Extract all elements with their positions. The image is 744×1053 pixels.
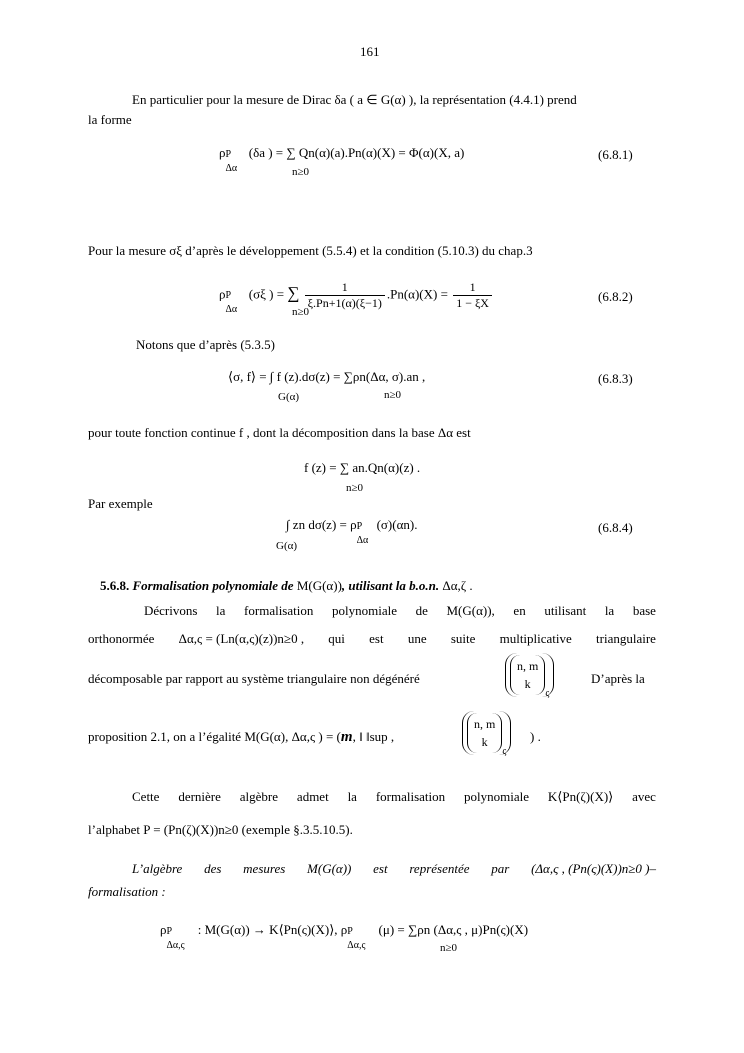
- word: est: [369, 631, 384, 646]
- line4-m: m: [340, 729, 353, 745]
- word: formalisation: [244, 603, 314, 618]
- section-para2-line2: l’alphabet P = (Pn(ζ)(X))n≥0 (exemple §.3.5.10.5).: [88, 822, 353, 837]
- eq1-body: (δa ) = ∑ Qn(α)(a).Pn(α)(X) = Φ(α)(X, a): [248, 145, 465, 160]
- eq6-rho1: ρ: [160, 922, 167, 937]
- eq5-sub: Δα: [356, 535, 369, 546]
- section-title-b: , utilisant la b.o.n.: [341, 578, 440, 593]
- word: K⟨Pn(ζ)(X)⟩: [547, 789, 614, 804]
- word: la: [347, 789, 357, 804]
- eq5-rest: (σ)(αn).: [376, 517, 418, 532]
- word: base: [632, 603, 656, 618]
- section-title-a: Formalisation polynomiale de: [132, 578, 294, 593]
- word: L’algèbre: [132, 861, 183, 876]
- section-para3-line1: [132, 861, 656, 877]
- word: de: [415, 603, 428, 618]
- eq6-def: (μ) = ∑ρn (Δα,ς , μ)Pn(ς)(X): [375, 922, 529, 937]
- eq2-sub: Δα: [225, 304, 238, 316]
- paragraph-par-exemple: Par exemple: [88, 496, 153, 511]
- section-title-math: M(G(α)): [296, 578, 342, 593]
- word: est: [373, 861, 388, 876]
- section-para1-line4: [88, 729, 394, 746]
- equation-6-8-3: ⟨σ, f⟩ = ∫ f (z).dσ(z) = ∑ρn(Δα, σ).an ,: [228, 369, 426, 384]
- section-para1-line3-text: décomposable par rapport au système triangulaire non dégénéré: [88, 671, 420, 686]
- line4-text: proposition 2.1, on a l’égalité M(G(α), Δα,ς ) = (: [88, 729, 341, 744]
- eq1-number: (6.8.1): [598, 147, 633, 162]
- page-number: 161: [360, 44, 380, 59]
- eq1-sup: P: [225, 149, 232, 160]
- nondegenerate-system-matrix: [505, 653, 554, 697]
- matrix2-bottom: k: [481, 735, 488, 749]
- word: utilisant: [544, 603, 587, 618]
- section-para2-line1: [132, 789, 656, 805]
- word: orthonormée: [88, 631, 155, 646]
- eq6-sum-index: n≥0: [440, 942, 458, 954]
- equation-decomposition: f (z) = ∑ an.Qn(α)(z) .: [304, 460, 421, 475]
- paragraph-notons: Notons que d’après (5.3.5): [136, 337, 275, 352]
- section-title-base: Δα,ζ .: [442, 578, 473, 593]
- word: la: [604, 603, 615, 618]
- word: Décrivons: [144, 603, 198, 618]
- eq6-sub2: Δα,ς: [347, 940, 366, 951]
- eq2-number: (6.8.2): [598, 289, 633, 304]
- word: par: [491, 861, 510, 876]
- eq5-body: ∫ zn dσ(z) = ρ: [286, 517, 357, 532]
- section-heading: [100, 578, 473, 594]
- section-para1-line2: [88, 631, 656, 647]
- word: dernière: [178, 789, 221, 804]
- eq2-frac1-num: 1: [305, 280, 385, 296]
- paragraph-dirac-line1: En particulier pour la mesure de Dirac δa ( a ∈ G(α) ), la représentation (4.4.1) prend: [132, 92, 577, 107]
- word: des: [204, 861, 222, 876]
- word: représentée: [409, 861, 470, 876]
- word: la: [216, 603, 226, 618]
- eq6-sup1: P: [166, 926, 173, 937]
- eq2-rho: ρ: [219, 286, 226, 302]
- eq2-fraction-2: [453, 280, 492, 311]
- eq2-middle: .Pn(α)(X) =: [386, 286, 448, 302]
- matrix2-top: n, m: [474, 717, 496, 731]
- word: Cette: [132, 789, 160, 804]
- eq6-sup2: P: [347, 926, 353, 937]
- word: multiplicative: [499, 631, 572, 646]
- line4-end: ) .: [530, 729, 541, 744]
- eq3-sum-index: n≥0: [384, 389, 402, 401]
- eq3-number: (6.8.3): [598, 371, 633, 386]
- word: qui: [328, 631, 345, 646]
- section-para1-line3-end: D’après la: [591, 671, 645, 686]
- word: admet: [296, 789, 329, 804]
- word: algèbre: [239, 789, 279, 804]
- matrix-sub: ς: [545, 687, 550, 699]
- word: triangulaire: [596, 631, 656, 646]
- word: avec: [632, 789, 656, 804]
- eq1-sum-index: n≥0: [292, 166, 310, 178]
- eq2-frac1-den: ξ.Pn+1(α)(ξ−1): [307, 296, 382, 310]
- word: polynomiale: [464, 789, 530, 804]
- eq2-sum: ∑: [287, 283, 300, 303]
- word: suite: [450, 631, 476, 646]
- word: Δα,ς = (Ln(α,ς)(z))n≥0 ,: [178, 631, 305, 646]
- matrix-top: n, m: [517, 659, 539, 673]
- matrix-bottom: k: [524, 677, 531, 691]
- eq5-integral-domain: G(α): [276, 540, 298, 552]
- word: mesures: [243, 861, 286, 876]
- eq1-sub: Δα: [225, 163, 238, 174]
- paragraph-sigma-xi: Pour la mesure σξ d’après le développement (5.5.4) et la condition (5.10.3) du chap.3: [88, 243, 533, 258]
- matrix2-sub: ς: [502, 745, 507, 757]
- eq6-sub1: Δα,ς: [166, 940, 185, 951]
- word: polynomiale: [331, 603, 397, 618]
- eq4-sum-index: n≥0: [346, 482, 364, 494]
- section-para1-line1: [144, 603, 656, 619]
- paragraph-fonction-continue: pour toute fonction continue f , dont la décomposition dans la base Δα est: [88, 425, 471, 440]
- paragraph-dirac-line2: la forme: [88, 112, 132, 127]
- word: (Δα,ς , (Pn(ς)(X))n≥0 )–: [531, 861, 656, 876]
- eq3-integral-domain: G(α): [278, 391, 300, 403]
- section-number: 5.6.8.: [100, 578, 130, 593]
- word: M(G(α)),: [446, 603, 495, 618]
- eq2-sum-index: n≥0: [292, 306, 310, 318]
- eq2-frac2-num: 1: [453, 280, 492, 296]
- eq2-arg: (σξ ) =: [248, 286, 285, 302]
- eq5-sup: P: [356, 521, 363, 532]
- eq2-fraction-1: [305, 280, 385, 311]
- eq2-sup: P: [225, 290, 232, 302]
- word: M(G(α)): [307, 861, 352, 876]
- nondegenerate-system-matrix-2: [462, 711, 511, 755]
- eq6-map: : M(G(α)) → K⟨Pn(ς)(X)⟩, ρ: [194, 922, 348, 937]
- word: en: [513, 603, 526, 618]
- word: une: [407, 631, 427, 646]
- section-para3-line2: formalisation :: [88, 884, 166, 899]
- equation-6-8-4: [286, 517, 418, 546]
- word: formalisation: [375, 789, 446, 804]
- line4-norm: , ‖ ‖sup ,: [352, 729, 395, 744]
- eq5-number: (6.8.4): [598, 520, 633, 535]
- eq1-rho: ρ: [219, 145, 226, 160]
- eq2-frac2-den: 1 − ξX: [456, 296, 489, 310]
